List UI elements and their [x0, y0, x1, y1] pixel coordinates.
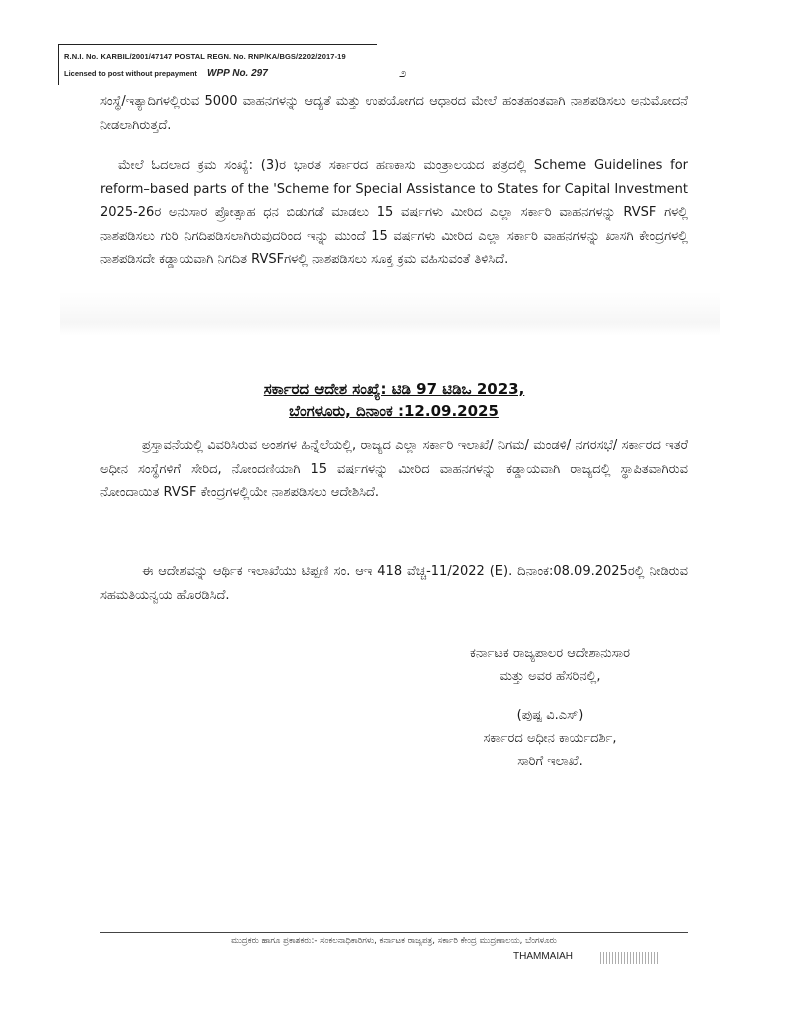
footer-divider: [100, 932, 688, 933]
license-line: [64, 68, 268, 79]
registration-line: R.N.I. No. KARBIL/2001/47147 POSTAL REGN. No. RNP/KA/BGS/2202/2017-19: [64, 52, 346, 61]
authority-line-1: ಕರ್ನಾಟಕ ರಾಜ್ಯಪಾಲರ ಆದೇಶಾನುಸಾರ: [470, 646, 630, 661]
paragraph-concurrence: ಈ ಆದೇಶವನ್ನು ಆರ್ಥಿಕ ಇಲಾಖೆಯು ಟಿಪ್ಪಣಿ ಸಂ. ಆಇ 418 ವೆಚ್ಚ-11/2022 (E). ದಿನಾಂಕ:08.09.2025ರಲ್ಲಿ ನೀಡಿರುವ ಸಹಮತಿಯನ್ವಯ ಹೊರಡಿಸಿದೆ.: [100, 564, 688, 603]
footer-printer-line: ಮುದ್ರಕರು ಹಾಗೂ ಪ್ರಕಾಶಕರು:- ಸಂಕಲನಾಧಿಕಾರಿಗಳು, ಕರ್ನಾಟಕ ರಾಜ್ಯಪತ್ರ, ಸರ್ಕಾರಿ ಕೇಂದ್ರ ಮುದ್ರಣಾಲಯ, ಬೆಂಗಳೂರು: [231, 936, 557, 946]
paragraph-order: ಪ್ರಸ್ತಾವನೆಯಲ್ಲಿ ವಿವರಿಸಿರುವ ಅಂಶಗಳ ಹಿನ್ನೆಲೆಯಲ್ಲಿ, ರಾಜ್ಯದ ಎಲ್ಲಾ ಸರ್ಕಾರಿ ಇಲಾಖೆ/ ನಿಗಮ/ ಮಂಡಳಿ/ ನಗರಸಭೆ/ ಸರ್ಕಾರದ ಇತರೆ ಅಧೀನ ಸಂಸ್ಥೆಗಳಿಗೆ ಸೇರಿದ, ನೋಂದಣಿಯಾಗಿ 15 ವರ್ಷಗಳನ್ನು ಮೀರಿದ ವಾಹನಗಳನ್ನು ಕಡ್ಡಾಯವಾಗಿ ರಾಜ್ಯದಲ್ಲಿ ಸ್ಥಾಪಿತವಾಗಿರುವ ನೋಂದಾಯಿತ RVSF ಕೇಂದ್ರಗಳಲ್ಲಿಯೇ ನಾಶಪಡಿಸಲು ಆದೇಶಿಸಿದೆ.: [100, 438, 688, 500]
paragraph-continuation: ಸಂಸ್ಥೆ/ಇತ್ಯಾದಿಗಳಲ್ಲಿರುವ 5000 ವಾಹನಗಳನ್ನು ಆದ್ಯತೆ ಮತ್ತು ಉಪಯೋಗದ ಆಧಾರದ ಮೇಲೆ ಹಂತಹಂತವಾಗಿ ನಾಶಪಡಿಸಲು ಅನುಮೋದನೆ ನೀಡಲಾಗಿರುತ್ತದೆ.: [100, 94, 688, 133]
paragraph-scheme-guidelines: ಮೇಲೆ ಓದಲಾದ ಕ್ರಮ ಸಂಖ್ಯೆ: (3)ರ ಭಾರತ ಸರ್ಕಾರದ ಹಣಕಾಸು ಮಂತ್ರಾಲಯದ ಪತ್ರದಲ್ಲಿ Scheme Guidelines for reform–based parts of the 'Scheme for Special Assistance to States for Capital Investment 2025-26ರ ಅನುಸಾರ ಪ್ರೋತ್ಸಾಹ ಧನ ಬಿಡುಗಡೆ ಮಾಡಲು 15 ವರ್ಷಗಳು ಮೀರಿದ ಎಲ್ಲಾ ಸರ್ಕಾರಿ ವಾಹನಗಳನ್ನು RVSF ಗಳಲ್ಲಿ ನಾಶಪಡಿಸಲು ಗುರಿ ನಿಗದಿಪಡಿಸಲಾಗಿರುವುದರಿಂದ ಇನ್ನು ಮುಂದೆ 15 ವರ್ಷಗಳು ಮೀರಿದ ಎಲ್ಲಾ ಸರ್ಕಾರಿ ವಾಹನಗಳನ್ನು ಖಾಸಗಿ ಕೇಂದ್ರಗಳಲ್ಲಿ ನಾಶಪಡಿಸದೇ ಕಡ್ಡಾಯವಾಗಿ ನಿಗದಿತ RVSFಗಳಲ್ಲಿ ನಾಶಪಡಿಸಲು ಸೂಕ್ತ ಕ್ರಮ ವಹಿಸುವಂತೆ ತಿಳಿಸಿದೆ.: [100, 158, 688, 267]
barcode-mark: [600, 952, 658, 964]
license-text: Licensed to post without prepayment: [64, 69, 197, 78]
authority-block: [410, 642, 690, 688]
page-number: ೨: [399, 66, 407, 81]
gazette-header: [58, 44, 377, 85]
order-date-title: ಬೆಂಗಳೂರು, ದಿನಾಂಕ :12.09.2025: [289, 402, 499, 420]
signatory-designation: ಸರ್ಕಾರದ ಅಧೀನ ಕಾರ್ಯದರ್ಶಿ,: [483, 731, 617, 746]
footer-name: THAMMAIAH: [513, 951, 573, 962]
authority-line-2: ಮತ್ತು ಅವರ ಹೆಸರಿನಲ್ಲಿ,: [499, 669, 601, 684]
scan-smudge: [60, 292, 720, 336]
order-number-title: ಸರ್ಕಾರದ ಆದೇಶ ಸಂಖ್ಯೆ: ಟಿಡಿ 97 ಟಿಡಿಒ 2023,: [263, 380, 525, 398]
signatory-block: [410, 704, 690, 773]
signatory-department: ಸಾರಿಗೆ ಇಲಾಖೆ.: [517, 754, 583, 769]
signatory-name: (ಪುಷ್ಪ ವಿ.ಎಸ್): [516, 708, 584, 723]
wpp-number: WPP No. 297: [207, 68, 268, 79]
